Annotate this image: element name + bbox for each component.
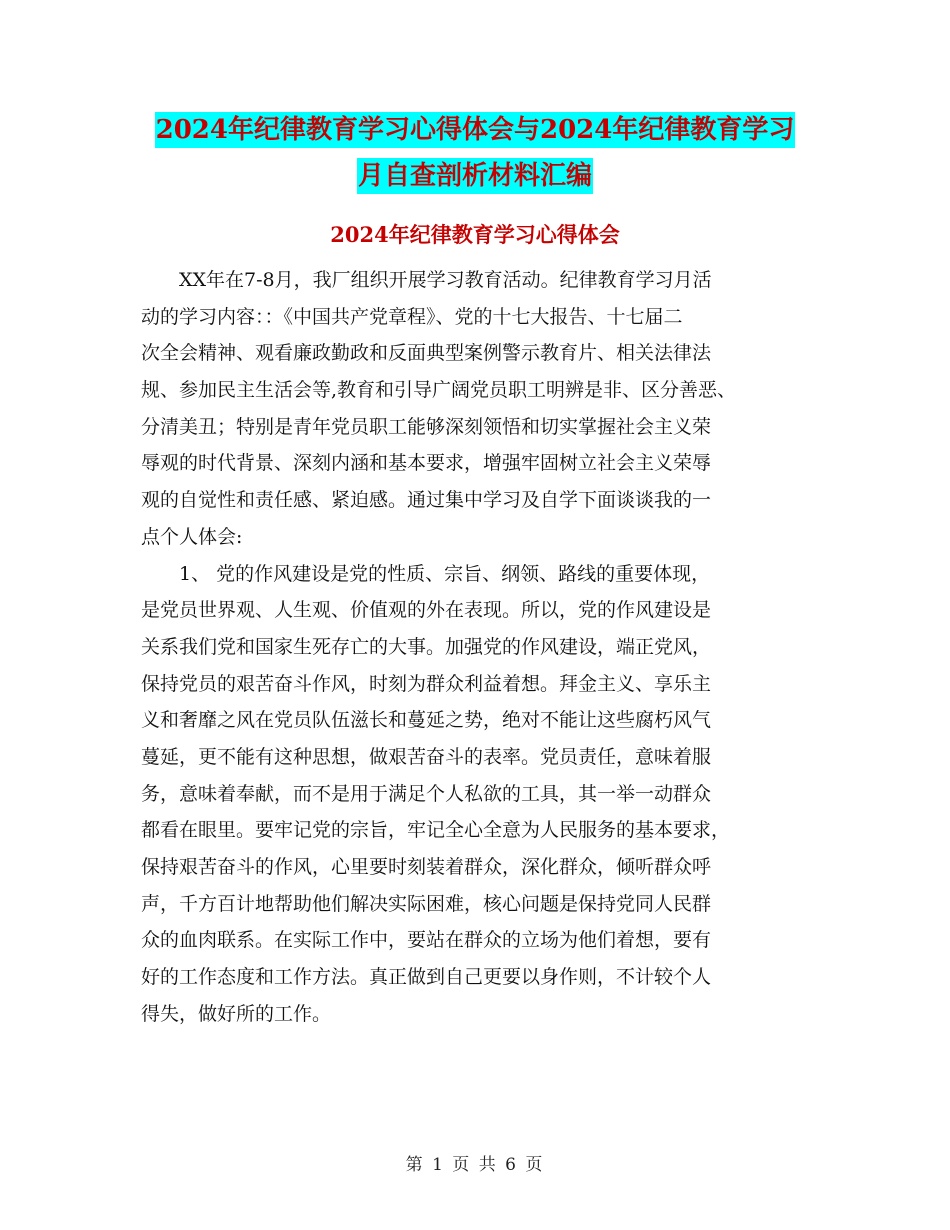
main-title-highlight-2: 月自查剖析材料汇编 [357, 158, 593, 194]
main-title-line-2 [0, 156, 950, 196]
paragraph-line: 动的学习内容：：《中国共产党章程》、党的十七大报告、十七届二 [141, 305, 683, 328]
page-footer: 第 1 页 共 6 页 [405, 1155, 545, 1175]
body-text [141, 262, 831, 1032]
paragraph-line: 观的自觉性和责任感、紧迫感。通过集中学习及自学下面谈谈我的一 [141, 489, 712, 512]
paragraph-line: 是党员世界观、人生观、价值观的外在表现。所以，党的作风建设是 [141, 599, 712, 622]
paragraph-line: 都看在眼里。要牢记党的宗旨，牢记全心全意为人民服务的基本要求， [141, 819, 731, 842]
paragraph-line: 1、 党的作风建设是党的性质、宗旨、纲领、路线的重要体现， [179, 562, 711, 585]
paragraph-line: 好的工作态度和工作方法。真正做到自己更要以身作则，不计较个人 [141, 966, 712, 989]
paragraph-line: 规、参加民主生活会等,教育和引导广阔党员职工明辨是非、区分善恶、 [141, 379, 737, 402]
paragraph-line: 保持党员的艰苦奋斗作风，时刻为群众利益着想。拜金主义、享乐主 [141, 672, 712, 695]
paragraph-line: 点个人体会: [141, 525, 243, 548]
paragraph-line: 义和奢靡之风在党员队伍滋长和蔓延之势，绝对不能让这些腐朽风气 [141, 709, 712, 732]
paragraph-line: 次全会精神、观看廉政勤政和反面典型案例警示教育片、相关法律法 [141, 342, 712, 365]
paragraph-line: 众的血肉联系。在实际工作中，要站在群众的立场为他们着想，要有 [141, 929, 712, 952]
paragraph-line: 辱观的时代背景、深刻内涵和基本要求，增强牢固树立社会主义荣辱 [141, 452, 712, 475]
paragraph-line: XX年在7-8月，我厂组织开展学习教育活动。纪律教育学习月活 [179, 269, 712, 291]
paragraph-line: 声，千方百计地帮助他们解决实际困难，核心问题是保持党同人民群 [141, 892, 712, 915]
paragraph-line: 关系我们党和国家生死存亡的大事。加强党的作风建设，端正党风， [141, 635, 712, 658]
section-title: 2024年纪律教育学习心得体会 [330, 222, 620, 247]
paragraph-line: 得失，做好所的工作。 [141, 1002, 332, 1025]
main-title-line-1 [0, 110, 950, 150]
paragraph-line: 分清美丑；特别是青年党员职工能够深刻领悟和切实掌握社会主义荣 [141, 415, 712, 438]
main-title-highlight-1: 2024年纪律教育学习心得体会与2024年纪律教育学习 [155, 112, 796, 148]
paragraph-line: 保持艰苦奋斗的作风，心里要时刻装着群众，深化群众，倾听群众呼 [141, 856, 712, 878]
paragraph-line: 蔓延，更不能有这种思想，做艰苦奋斗的表率。党员责任，意味着服 [141, 745, 712, 768]
paragraph-line: 务，意味着奉献，而不是用于满足个人私欲的工具，其一举一动群众 [141, 782, 712, 805]
